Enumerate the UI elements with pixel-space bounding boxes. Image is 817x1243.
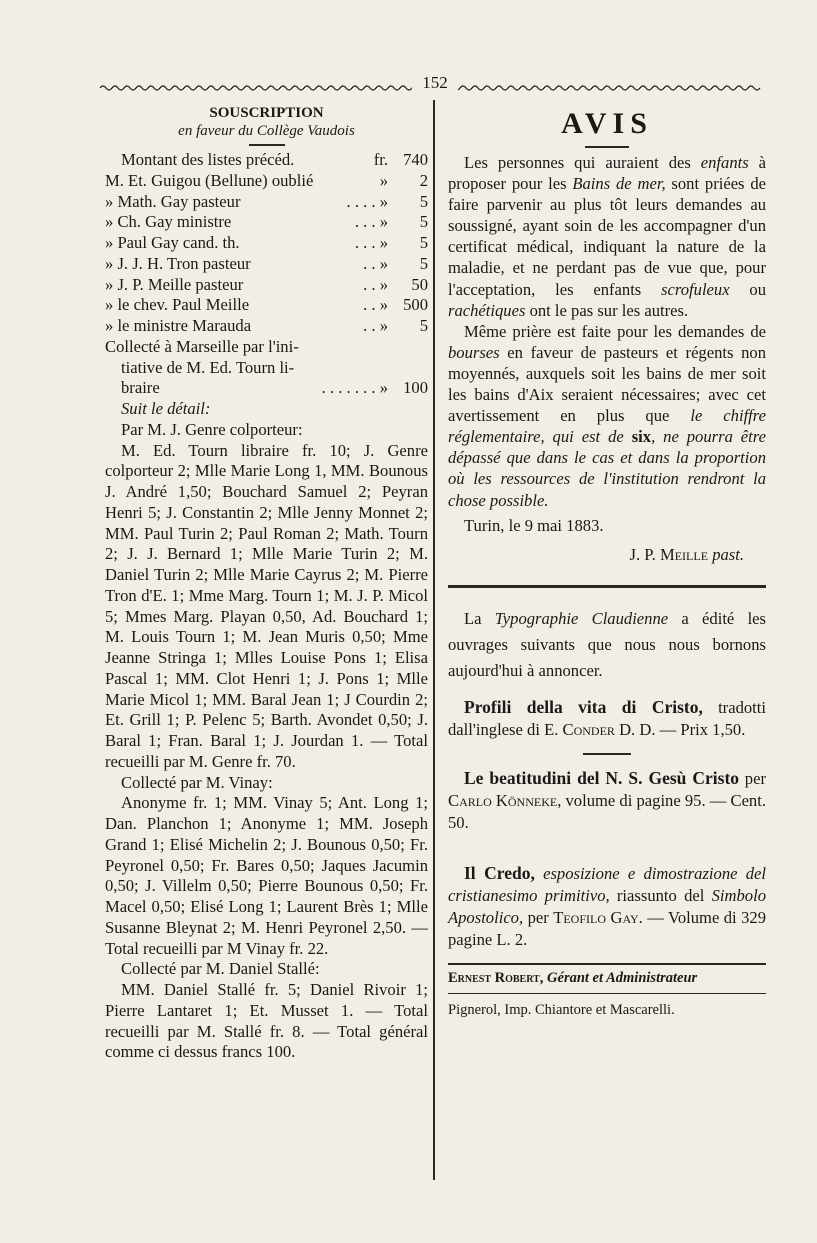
- detail-heading: Suit le détail:: [121, 399, 211, 418]
- avis-rule: [585, 146, 629, 148]
- heading-rule: [249, 144, 285, 146]
- avis-date: Turin, le 9 mai 1883.: [464, 515, 604, 535]
- subscription-column: [105, 104, 428, 1063]
- gerant-name: Ernest Robert,: [448, 969, 544, 986]
- typography-intro: [448, 606, 766, 684]
- genre-detail: M. Ed. Tourn libraire fr. 10; J. Genre colporteur 2; Mlle Marie Long 1, MM. Bounous J. André 1,50; Bouchard Samuel 2; Peyran Henri 5; J. Constantin 2; Mlle Jenny Monnet 2; MM. Paul Turin 2; Paul Roman 2; Math. Tourn 2; J. J. Bernard 1; Mlle Marie Turin 2; M. Daniel Turin 2; Mlle Marie Cayrus 2; M. Pierre Tron d'E. 1; Mme Marg. Tourn 1; M. J. P. Micol 5; Mmes Marg. Playan 0,50, Ad. Bouchard 1; M. Louis Tourn 1; M. Jean Muris 0,50; Mme Jeanne Stringa 1; Mlles Louise Pons 1; Elisa Pascal 1; MM. Clot Henri 1; J. Pons 1; Mlle Marie Micol 1; MM. Baral Jean 1; J Courdin 2; Et. Grill 1; P. Pelenc 5; Barth. Avondet 0,50; J. Baral 1; Fran. Baral 1; J. Jourdan 1. — Total recueilli par M. Genre fr. 70.: [105, 440, 428, 771]
- marseille-total-row: [119, 378, 428, 399]
- leader-dots: . . . »: [354, 212, 388, 232]
- subscription-entry: [105, 275, 428, 296]
- text-run: ou: [729, 279, 766, 299]
- text-run: Simbolo Apostolico,: [448, 885, 766, 927]
- entry-label: Montant des listes précéd.: [121, 150, 295, 169]
- subscription-entry: [105, 316, 428, 337]
- text-run: Même prière est faite pour les demandes de: [464, 321, 766, 341]
- subscription-subheading: en faveur du Collège Vaudois: [178, 123, 355, 139]
- entry-label: » le chev. Paul Meille: [105, 295, 250, 315]
- entry-label: » J. J. H. Tron pasteur: [105, 253, 251, 273]
- avis-title: AVIS: [561, 107, 653, 140]
- book-separator: [583, 753, 631, 755]
- leader-dots: . . . »: [354, 233, 388, 252]
- column-divider: [433, 100, 435, 1180]
- marseille-line: tiative de M. Ed. Tourn li-: [121, 357, 295, 377]
- stalle-detail: MM. Daniel Stallé fr. 5; Daniel Rivoir 1; Pierre Lantaret 1; Et. Musset 1. — Total recueilli par M. Stallé fr. 8. — Total général comme ci dessus francs 100.: [105, 980, 428, 1062]
- leader-dots: . . »: [363, 295, 388, 315]
- entry-currency: fr.: [373, 150, 388, 169]
- signature-name: J. P. Meille: [629, 544, 709, 564]
- leader-dots: . . . . . . . »: [321, 378, 388, 398]
- entry-amount: 5: [419, 253, 428, 273]
- text-run: Typographie Claudienne: [494, 608, 669, 628]
- text-run: tradotti dall'inglese di E.: [448, 697, 766, 739]
- stalle-heading: Collecté par M. Daniel Stallé:: [121, 959, 320, 979]
- subscription-entry: [105, 212, 428, 233]
- book-entry-1: [448, 696, 766, 741]
- entry-amount: 100: [403, 378, 428, 398]
- page-number: 152: [412, 73, 458, 93]
- text-run: sont priées de faire parvenir au plus tôt leurs demandes au soussigné, ayant soin de les accompagner d'un certificat médical, indiquant la nature de la maladie, et ne perdant pas de vue que, pour l'acceptation, les enfants: [448, 174, 766, 299]
- text-run: en faveur de pasteurs et régents non moyennés, auxquels soit les bains de mer soit les bains d'Aix seraient nécessaires; avec cet avertissement en plus que: [448, 342, 766, 426]
- book-author: Conder: [562, 719, 615, 739]
- book-author: Teofilo Gay: [553, 907, 639, 927]
- subscription-entries: [105, 150, 428, 337]
- book-entry-2: [448, 767, 766, 834]
- gerant-title: Gérant et Administrateur: [547, 969, 698, 986]
- text-run: le chiffre réglementaire, qui est de: [448, 406, 766, 447]
- subscription-entry: [105, 171, 428, 192]
- text-run: , ne pourra être dépassé que dans le cas et dans la proportion où les ressources de l'institution rendront la chose possible.: [448, 427, 766, 510]
- leader-dots: . . »: [363, 274, 388, 294]
- text-run: rachétiques: [448, 300, 526, 320]
- entry-amount: 5: [419, 212, 428, 232]
- marseille-entry: [105, 337, 428, 399]
- signature-title: past.: [712, 544, 744, 564]
- book-author: Carlo Könneke: [448, 790, 558, 810]
- text-run: Les personnes qui auraient des: [464, 153, 701, 172]
- text-run: esposizione e dimostrazione del cristianesimo primitivo,: [448, 863, 767, 905]
- text-run: à proposer pour les: [448, 153, 767, 194]
- entry-amount: 500: [403, 295, 428, 315]
- leader-dots: . . . . »: [346, 191, 388, 211]
- section-rule: [448, 585, 766, 588]
- marseille-line: Collecté à Marseille par l'ini-: [105, 336, 299, 356]
- text-run: per: [523, 907, 554, 927]
- avis-paragraph-1: [448, 152, 766, 321]
- text-run: per: [739, 768, 766, 788]
- avis-signature: [448, 544, 766, 565]
- vinay-heading: Collecté par M. Vinay:: [121, 772, 273, 792]
- entry-label: M. Et. Guigou (Bellune) oublié: [105, 170, 314, 190]
- entry-label: » J. P. Meille pasteur: [105, 274, 244, 294]
- text-run: Bains de mer,: [572, 174, 666, 194]
- text-run: riassunto del: [609, 885, 712, 905]
- genre-heading: Par M. J. Genre colporteur:: [121, 419, 303, 439]
- avis-paragraph-2: [448, 321, 766, 511]
- text-run: a édité les ouvrages suivants que nous nous bornons aujourd'hui à annoncer.: [448, 608, 766, 680]
- subscription-entry: [105, 233, 428, 254]
- subscription-heading: SOUSCRIPTION: [209, 105, 324, 121]
- text-run: enfants: [700, 153, 749, 172]
- entry-label: » Math. Gay pasteur: [105, 191, 241, 211]
- leader-dots: . . »: [363, 316, 388, 335]
- text-run: La: [464, 608, 495, 628]
- leader-dots: . . »: [363, 253, 388, 273]
- vinay-detail: Anonyme fr. 1; MM. Vinay 5; Ant. Long 1; Dan. Planchon 1; Anonyme 1; MM. Joseph Grand 1; Elisé Michelin 2; J. Bounous 0,50; Fr. Peyronel 0,50; Fr. Bares 0,50; Jaques Jacumin 0,50; J. Villelm 0,50; Pierre Bounous 0,50; Fr. Macel 0,50; Elisé Long 1; Laurent Brès 1; Mlle Susanne Bleynat 2; M. Henri Peyronel 2,50. — Total recueilli par M Vinay fr. 22.: [105, 793, 428, 958]
- entry-amount: 5: [419, 191, 428, 211]
- entry-amount: 2: [419, 170, 428, 190]
- text-run: bourses: [448, 342, 500, 362]
- text-run: scrofuleux: [661, 279, 730, 299]
- text-run: , volume di pagine 95. — Cent. 50.: [448, 790, 766, 832]
- entry-amount: 740: [403, 150, 428, 169]
- subscription-entry: [105, 150, 428, 171]
- notices-column: [448, 104, 766, 1021]
- entry-amount: 50: [411, 274, 428, 294]
- subscription-entry: [105, 295, 428, 316]
- leader-dots: »: [379, 170, 388, 190]
- printer-line: Pignerol, Imp. Chiantore et Mascarelli.: [448, 1001, 675, 1018]
- marseille-line: braire: [121, 378, 160, 398]
- subscription-entry: [105, 192, 428, 213]
- book-title: Il Credo,: [464, 862, 535, 883]
- text-run: ont le pas sur les autres.: [525, 300, 689, 320]
- entry-label: » Paul Gay cand. th.: [105, 233, 240, 252]
- book-title: Le beatitudini del N. S. Gesù Cristo: [464, 767, 740, 788]
- entry-amount: 5: [419, 316, 428, 335]
- text-run: six: [631, 427, 652, 447]
- entry-amount: 5: [419, 233, 428, 252]
- text-run: . — Volume di 329 pagine L. 2.: [448, 907, 766, 949]
- book-entry-3: [448, 862, 766, 951]
- book-title: Profili della vita di Cristo,: [464, 696, 703, 717]
- entry-label: » Ch. Gay ministre: [105, 212, 232, 232]
- entry-label: » le ministre Marauda: [105, 316, 252, 335]
- text-run: D. D. — Prix 1,50.: [614, 719, 746, 739]
- subscription-entry: [105, 254, 428, 275]
- gerant-line: [448, 963, 766, 994]
